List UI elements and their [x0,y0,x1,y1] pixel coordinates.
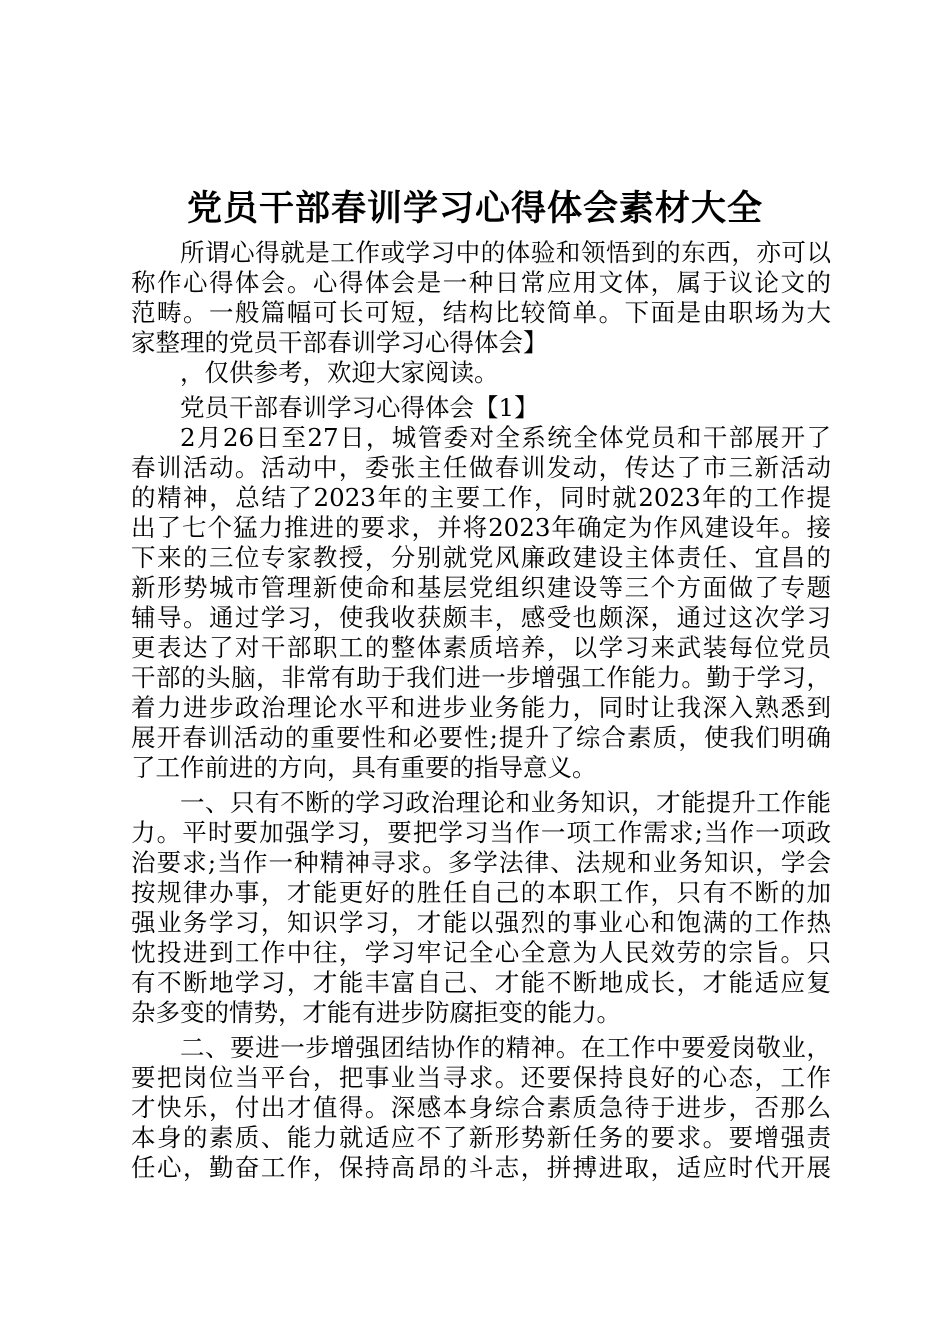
section-heading: 党员干部春训学习心得体会【1】 [180,393,539,422]
text-line: 辅导。通过学习，使我收获颇丰，感受也颇深，通过这次学习 [131,603,831,632]
text-line: 的精神，总结了2023年的主要工作，同时就2023年的工作提 [131,483,831,512]
text-line: 出了七个猛力推进的要求，并将2023年确定为作风建设年。接 [131,513,831,542]
text-line: 称作心得体会。心得体会是一种日常应用文体，属于议论文的 [131,268,831,297]
text-line: 忱投进到工作中往，学习牢记全心全意为人民效劳的宗旨。只 [131,938,831,967]
text-line: 范畴。一般篇幅可长可短，结构比较简单。下面是由职场为大 [131,298,831,327]
text-line: 展开春训活动的重要性和必要性;提升了综合素质，使我们明确 [131,723,831,752]
text-line: 2月26日至27日，城管委对全系统全体党员和干部展开了 [180,423,831,452]
text-line: 任心，勤奋工作，保持高昂的斗志，拼搏进取，适应时代开展 [131,1153,831,1182]
text-line: 下来的三位专家教授，分别就党风廉政建设主体责任、宜昌的 [131,543,831,572]
text-line: 春训活动。活动中，委张主任做春训发动，传达了市三新活动 [131,453,831,482]
text-line: 有不断地学习，才能丰富自己、才能不断地成长，才能适应复 [131,968,831,997]
text-line: 更表达了对干部职工的整体素质培养，以学习来武装每位党员 [131,633,831,662]
text-line: 才快乐，付出才值得。深感本身综合素质急待于进步，否那么 [131,1093,831,1122]
text-line: 着力进步政治理论水平和进步业务能力，同时让我深入熟悉到 [131,693,831,722]
text-line: 治要求;当作一种精神寻求。多学法律、法规和业务知识，学会 [131,848,831,877]
text-line: 家整理的党员干部春训学习心得体会】 [131,328,548,357]
text-line: 要把岗位当平台，把事业当寻求。还要保持良好的心态，工作 [131,1063,831,1092]
text-line: 杂多变的情势，才能有进步防腐拒变的能力。 [131,998,621,1027]
text-line: 一、只有不断的学习政治理论和业务知识，才能提升工作能 [180,788,831,817]
text-line: 干部的头脑，非常有助于我们进一步增强工作能力。勤于学习， [131,663,831,692]
document-title: 党员干部春训学习心得体会素材大全 [186,188,763,229]
text-line: 二、要进一步增强团结协作的精神。在工作中要爱岗敬业， [180,1033,831,1062]
text-line: 按规律办事，才能更好的胜任自己的本职工作，只有不断的加 [131,878,831,907]
text-line: ，仅供参考，欢迎大家阅读。 [180,358,499,387]
text-line: 新形势城市管理新使命和基层党组织建设等三个方面做了专题 [131,573,831,602]
text-line: 了工作前进的方向，具有重要的指导意义。 [131,753,597,782]
text-line: 强业务学习，知识学习，才能以强烈的事业心和饱满的工作热 [131,908,831,937]
text-line: 所谓心得就是工作或学习中的体验和领悟到的东西，亦可以 [180,238,831,267]
text-line: 力。平时要加强学习，要把学习当作一项工作需求;当作一项政 [131,818,831,847]
text-line: 本身的素质、能力就适应不了新形势新任务的要求。要增强责 [131,1123,831,1152]
